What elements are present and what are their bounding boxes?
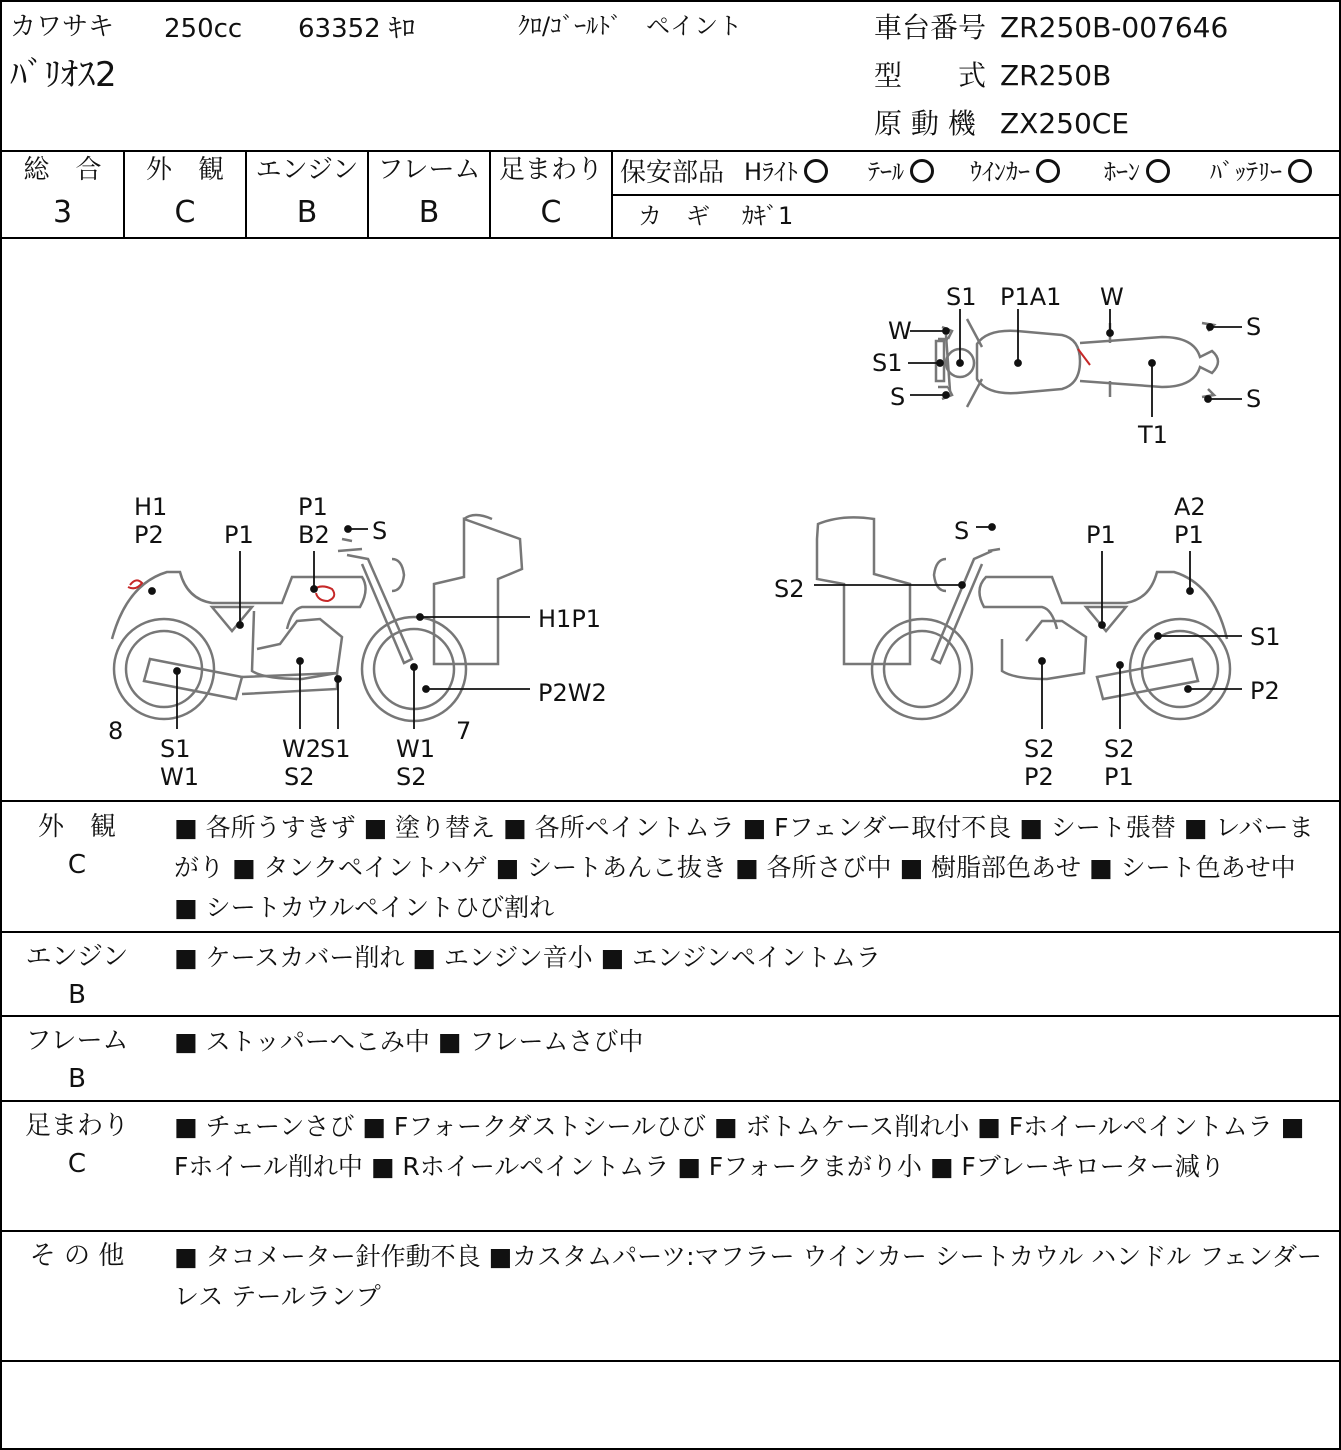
diagram-label: P1 <box>298 493 328 521</box>
safety-item-tail <box>868 160 934 185</box>
safety-item-horn <box>1104 160 1170 185</box>
diagram-label: S1 <box>946 283 977 311</box>
diagram-label: W2 <box>282 735 321 763</box>
section-label: 足まわり <box>24 1111 129 1141</box>
diagram-label: 7 <box>456 717 472 745</box>
type-value: ZR250B <box>1000 59 1112 92</box>
divider <box>2 931 1339 933</box>
grade-label-overall: 総 合 <box>23 155 102 185</box>
engine-value: ZX250CE <box>1000 107 1130 140</box>
color: ｸﾛ/ｺﾞｰﾙﾄﾞ ペイント <box>518 12 743 40</box>
safety-title: 保安部品 <box>620 158 725 188</box>
grade-label-frame: フレーム <box>377 155 481 185</box>
diagram-label: S1 <box>160 735 191 763</box>
grade-value-overall: 3 <box>52 195 73 230</box>
grade-value-exterior: C <box>174 195 196 230</box>
diagram-label: S2 <box>284 763 315 791</box>
engine-label: 原 動 機 <box>874 107 976 140</box>
diagram-label: P1A1 <box>1000 283 1062 311</box>
grade-value-suspension: C <box>540 195 562 230</box>
section-label: フレーム <box>25 1026 129 1056</box>
safety-item-label: ｳｲﾝｶｰ <box>970 158 1030 186</box>
grade-label-suspension: 足まわり <box>498 155 603 185</box>
diagram-label: S <box>372 517 388 545</box>
diagram-label: H1 <box>134 493 168 521</box>
diagram-label: P1 <box>224 521 254 549</box>
section-label: 外 観 <box>37 812 116 842</box>
divider <box>611 194 1339 196</box>
ok-circle-icon <box>1036 159 1060 183</box>
grade-value-engine: B <box>296 195 318 230</box>
diagram-label: P1 <box>1104 763 1134 791</box>
safety-item-label: ﾃｰﾙ <box>868 158 904 186</box>
maker: カワサキ <box>10 12 115 42</box>
key-value: ｶｷﾞ1 <box>742 202 794 230</box>
ok-circle-icon <box>910 159 934 183</box>
diagram-label: S <box>1246 313 1262 341</box>
section-text-exterior: ■ 各所うすきず ■ 塗り替え ■ 各所ペイントムラ ■ Fフェンダー取付不良 ■ シート張替 ■ レバーまがり ■ タンクペイントハゲ ■ シートあんこ抜き ■ 各所さび中 ■ 樹脂部色あせ ■ シート色あせ中 ■ シートカウルペイントひび割れ <box>174 813 1314 922</box>
mileage-value: 63352 <box>298 14 381 44</box>
diagram-label: S2 <box>1024 735 1055 763</box>
diagram-label: S <box>954 517 970 545</box>
motorcycle-damage-diagram <box>2 239 1339 801</box>
diagram-label: P2W2 <box>538 679 607 707</box>
diagram-label: A2 <box>1174 493 1206 521</box>
section-text-suspension: ■ チェーンさび ■ Fフォークダストシールひび ■ ボトムケース削れ小 ■ Fホイールペイントムラ ■ Fホイール削れ中 ■ Rホイールペイントムラ ■ Fフォークまがり小 ■ Fブレーキローター減り <box>174 1112 1305 1181</box>
section-label-other <box>2 1237 152 1275</box>
safety-item-battery <box>1210 160 1312 185</box>
diagram-label: P2 <box>1250 677 1280 705</box>
mileage <box>298 16 415 42</box>
diagram-label: S2 <box>1104 735 1135 763</box>
mileage-unit: ｷﾛ <box>388 14 415 44</box>
section-grade: B <box>68 980 86 1010</box>
right-side-view-icon <box>817 517 1230 719</box>
safety-item-label: Hﾗｲﾄ <box>744 158 799 186</box>
section-label-frame <box>2 1022 152 1098</box>
diagram-label: S2 <box>396 763 427 791</box>
grade-label-exterior: 外 観 <box>145 155 224 185</box>
section-label-suspension <box>2 1107 152 1183</box>
divider <box>2 150 1339 152</box>
diagram-label: 8 <box>108 717 124 745</box>
section-grade: B <box>68 1064 86 1094</box>
diagram-label: S1 <box>320 735 351 763</box>
section-grade: C <box>67 850 87 880</box>
divider <box>2 1230 1339 1232</box>
diagram-label: P1 <box>1174 521 1204 549</box>
diagram-label: W <box>1100 283 1124 311</box>
grade-value-frame: B <box>418 195 440 230</box>
diagram-label: S <box>1246 385 1262 413</box>
safety-item-headlight <box>744 160 828 185</box>
diagram-label: P1 <box>1086 521 1116 549</box>
section-label: エンジン <box>25 942 129 972</box>
model-name: ﾊﾞﾘｵｽ2 <box>10 55 117 95</box>
divider <box>2 800 1339 802</box>
frame-no: ZR250B-007646 <box>1000 11 1229 44</box>
frame-no-label: 車台番号 <box>874 11 987 44</box>
section-text-frame: ■ ストッパーへこみ中 ■ フレームさび中 <box>174 1027 644 1056</box>
diagram-label: W1 <box>160 763 199 791</box>
safety-item-label: ﾊﾞｯﾃﾘｰ <box>1210 158 1282 186</box>
diagram-label: H1P1 <box>538 605 602 633</box>
ok-circle-icon <box>1288 159 1312 183</box>
section-text-other: ■ タコメーター針作動不良 ■カスタムパーツ:マフラー ウインカー シートカウル ハンドル フェンダーレス テールランプ <box>174 1242 1322 1311</box>
section-text-engine: ■ ケースカバー削れ ■ エンジン音小 ■ エンジンペイントムラ <box>174 943 881 972</box>
ok-circle-icon <box>804 159 828 183</box>
divider <box>2 1100 1339 1102</box>
displacement: 250cc <box>164 14 243 44</box>
key-label: カ ギ <box>638 202 710 230</box>
diagram-label: W1 <box>396 735 435 763</box>
safety-item-label: ﾎｰﾝ <box>1104 158 1140 186</box>
diagram-label: P2 <box>1024 763 1054 791</box>
ok-circle-icon <box>1146 159 1170 183</box>
section-label-exterior <box>2 808 152 884</box>
diagram-label: P2 <box>134 521 164 549</box>
divider <box>2 1015 1339 1017</box>
diagram-label: S1 <box>1250 623 1281 651</box>
type-label: 型 式 <box>874 59 987 92</box>
diagram-label: T1 <box>1138 421 1168 449</box>
grade-label-engine: エンジン <box>255 155 359 185</box>
section-label-engine <box>2 938 152 1014</box>
diagram-label: W <box>888 317 912 345</box>
diagram-label: B2 <box>298 521 330 549</box>
diagram-label: S <box>890 383 906 411</box>
diagram-label: S1 <box>872 349 903 377</box>
section-label: そ の 他 <box>29 1241 125 1271</box>
safety-item-winker <box>970 160 1060 185</box>
top-view-icon <box>936 319 1218 407</box>
diagram-label: S2 <box>774 575 805 603</box>
divider <box>2 1360 1339 1362</box>
section-grade: C <box>67 1149 87 1179</box>
